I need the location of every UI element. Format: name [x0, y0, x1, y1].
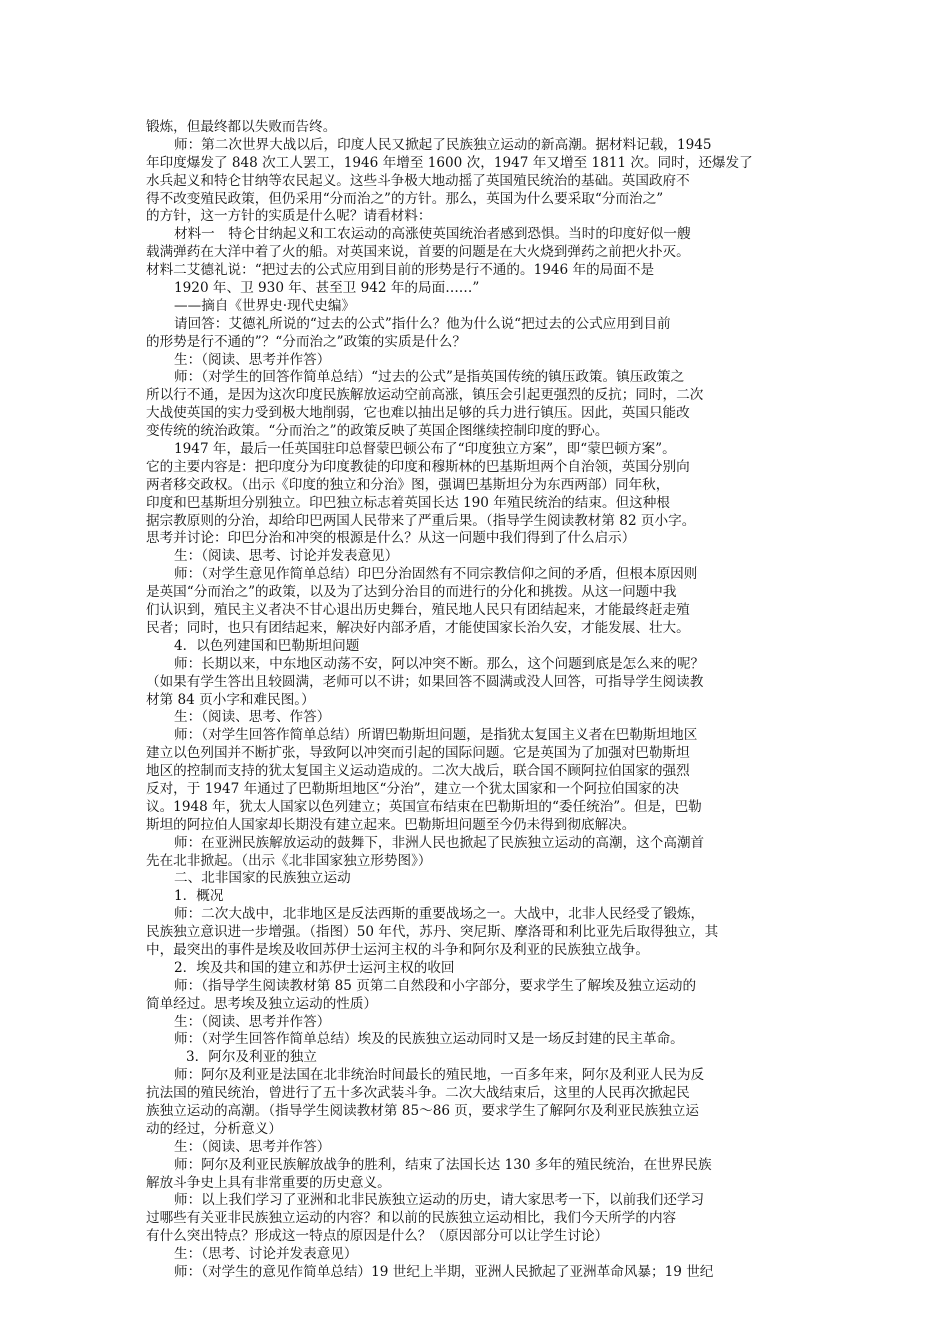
text-line: 据宗教原则的分治，却给印巴两国人民带来了严重后果。（指导学生阅读教材第 82 页小字。	[146, 512, 696, 529]
text-line: 锻炼，但最终都以失败而告终。	[146, 119, 337, 135]
text-line: 请回答：艾德礼所说的“过去的公式”指什么？他为什么说“把过去的公式应用到目前	[174, 315, 671, 332]
text-line: 师：（对学生回答作简单总结）所谓巴勒斯坦问题，是指犹太复国主义者在巴勒斯坦地区	[174, 727, 698, 744]
text-line: 师：以上我们学习了亚洲和北非民族独立运动的历史，请大家思考一下，以前我们还学习	[174, 1192, 705, 1209]
text-line: 的方针，这一方针的实质是什么呢？请看材料：	[146, 208, 432, 225]
text-line: 师：长期以来，中东地区动荡不安，阿以冲突不断。那么，这个问题到底是怎么来的呢？	[174, 655, 705, 672]
text-line: 民族独立意识进一步增强。（指图）50 年代，苏丹、突尼斯、摩洛哥和利比亚先后取得独立，其	[146, 924, 719, 941]
text-line: 3．阿尔及利亚的独立	[186, 1049, 317, 1066]
text-line: 先在北非掀起。（出示《北非国家独立形势图》）	[146, 852, 432, 869]
text-line: 二、北非国家的民族独立运动	[174, 870, 351, 887]
text-line: 师：（对学生的意见作简单总结）19 世纪上半期，亚洲人民掀起了亚洲革命风暴；19 世纪	[174, 1264, 714, 1280]
text-line: 年印度爆发了 848 次工人罢工，1946 年增至 1600 次，1947 年又增至 1811 次。同时，还爆发了	[146, 154, 753, 171]
text-line: （如果有学生答出且较圆满，老师可以不讲；如果回答不圆满或没人回答，可指导学生阅读教	[146, 673, 704, 690]
text-line: 简单经过。思考埃及独立运动的性质）	[146, 995, 378, 1012]
text-line: 是英国“分而治之”的政策，以及为了达到分治目的而进行的分化和挑拨。从这一问题中我	[146, 584, 677, 601]
text-line: 师：（对学生意见作简单总结）印巴分治固然有不同宗教信仰之间的矛盾，但根本原因则	[174, 566, 698, 583]
document-page	[146, 119, 806, 1282]
text-line: 材料二艾德礼说：“把过去的公式应用到目前的形势是行不通的。1946 年的局面不是	[146, 262, 655, 279]
text-line: 师：阿尔及利亚是法国在北非统治时间最长的殖民地，一百多年来，阿尔及利亚人民为反	[174, 1067, 705, 1084]
text-line: 生：（阅读、思考并作答）	[174, 1138, 331, 1155]
text-line: 族独立运动的高潮。（指导学生阅读教材第 85～86 页，要求学生了解阿尔及利亚民族独立运	[146, 1102, 699, 1119]
text-line: 解放斗争史上具有非常重要的历史意义。	[146, 1174, 391, 1191]
text-line: 师：阿尔及利亚民族解放战争的胜利，结束了法国长达 130 多年的殖民统治，在世界民族	[174, 1156, 712, 1173]
text-line: 4．以色列建国和巴勒斯坦问题	[174, 637, 360, 654]
text-line: 师：二次大战中，北非地区是反法西斯的重要战场之一。大战中，北非人民经受了锻炼，	[174, 906, 705, 923]
text-line: 大战使英国的实力受到极大地削弱，它也难以抽出足够的兵力进行镇压。因此，英国只能改	[146, 405, 690, 422]
text-line: 们认识到，殖民主义者决不甘心退出历史舞台，殖民地人民只有团结起来，才能最终赶走殖	[146, 602, 690, 619]
text-line: 中，最突出的事件是埃及收回苏伊士运河主权的斗争和阿尔及利亚的民族独立战争。	[146, 941, 649, 958]
text-line: 有什么突出特点？形成这一特点的原因是什么？（原因部分可以让学生讨论）	[146, 1228, 609, 1245]
text-line: 建立以色列国并不断扩张，导致阿以冲突而引起的国际问题。它是英国为了加强对巴勒斯坦	[146, 745, 690, 762]
text-line: 师：在亚洲民族解放运动的鼓舞下，非洲人民也掀起了民族独立运动的高潮，这个高潮首	[174, 834, 705, 851]
text-line: 过哪些有关亚非民族独立运动的内容？和以前的民族独立运动相比，我们今天所学的内容	[146, 1210, 677, 1227]
text-line: 师：（对学生回答作简单总结）埃及的民族独立运动同时又是一场反封建的民主革命。	[174, 1031, 684, 1048]
text-line: 1．概况	[174, 888, 224, 905]
text-line: 1947 年，最后一任英国驻印总督蒙巴顿公布了“印度独立方案”，即“蒙巴顿方案”。	[174, 441, 676, 458]
text-line: 师：（对学生的回答作简单总结）“过去的公式”是指英国传统的镇压政策。镇压政策之	[174, 369, 685, 386]
text-line: 变传统的统治政策。“分而治之”的政策反映了英国企图继续控制印度的野心。	[146, 423, 609, 440]
text-line: 2．埃及共和国的建立和苏伊士运河主权的收回	[174, 959, 455, 976]
text-line: 斯坦的阿拉伯人国家却长期没有建立起来。巴勒斯坦问题至今仍未得到彻底解决。	[146, 816, 636, 833]
text-line: 抗法国的殖民统治，曾进行了五十多次武装斗争。二次大战结束后，这里的人民再次掀起民	[146, 1085, 690, 1102]
text-line: 两者移交政权。（出示《印度的独立和分治》图，强调巴基斯坦分为东西两部）同年秋，	[146, 476, 670, 493]
text-line: 生：（思考、讨论并发表意见）	[174, 1246, 358, 1263]
text-line: 材料一 特仑甘纳起义和工农运动的高涨使英国统治者感到恐惧。当时的印度好似一艘	[174, 226, 691, 243]
text-line: 议。1948 年，犹太人国家以色列建立；英国宣布结束在巴勒斯坦的“委任统治”。但是，巴勒	[146, 798, 702, 815]
text-line: 印度和巴基斯坦分别独立。印巴独立标志着英国长达 190 年殖民统治的结束。但这种根	[146, 494, 670, 511]
text-line: 思考并讨论：印巴分治和冲突的根源是什么？从这一问题中我们得到了什么启示）	[146, 530, 636, 547]
text-line: 材第 84 页小字和难民图。）	[146, 691, 315, 708]
text-line: 民者；同时，也只有团结起来，解决好内部矛盾，才能使国家长治久安，才能发展、壮大。	[146, 619, 690, 636]
text-line: 反对，于 1947 年通过了巴勒斯坦地区“分治”，建立一个犹太国家和一个阿拉伯国家的决	[146, 780, 679, 797]
text-line: 的形势是行不通的”？“分而治之”政策的实质是什么？	[146, 333, 466, 350]
text-line: ——摘自《世界史·现代史编》	[174, 297, 356, 314]
text-line: 动的经过，分析意义）	[146, 1120, 282, 1137]
text-line: 载满弹药在大洋中着了火的船。对英国来说，首要的问题是在大火烧到弹药之前把火扑灭。	[146, 244, 690, 261]
text-line: 水兵起义和特仑甘纳等农民起义。这些斗争极大地动摇了英国殖民统治的基础。英国政府不	[146, 172, 690, 189]
text-line: 生：（阅读、思考、讨论并发表意见）	[174, 548, 399, 565]
text-line: 地区的控制而支持的犹太复国主义运动造成的。二次大战后，联合国不顾阿拉伯国家的强烈	[146, 763, 690, 780]
text-line: 1920 年、卫 930 年、甚至卫 942 年的局面……”	[174, 280, 480, 297]
text-line: 生：（阅读、思考、作答）	[174, 709, 331, 726]
text-line: 所以行不通，是因为这次印度民族解放运动空前高涨，镇压会引起更强烈的反抗；同时，二次	[146, 387, 704, 404]
text-line: 师：（指导学生阅读教材第 85 页第二自然段和小字部分，要求学生了解埃及独立运动的	[174, 977, 697, 994]
text-line: 生：（阅读、思考并作答）	[174, 1013, 331, 1030]
text-line: 得不改变殖民政策，但仍采用“分而治之”的方针。那么，英国为什么要采取“分而治之”	[146, 190, 664, 207]
text-line: 生：（阅读、思考并作答）	[174, 351, 331, 368]
text-line: 师：第二次世界大战以后，印度人民又掀起了民族独立运动的新高潮。据材料记载，1945	[174, 136, 712, 153]
text-line: 它的主要内容是：把印度分为印度教徒的印度和穆斯林的巴基斯坦两个自治领，英国分别向	[146, 458, 690, 475]
